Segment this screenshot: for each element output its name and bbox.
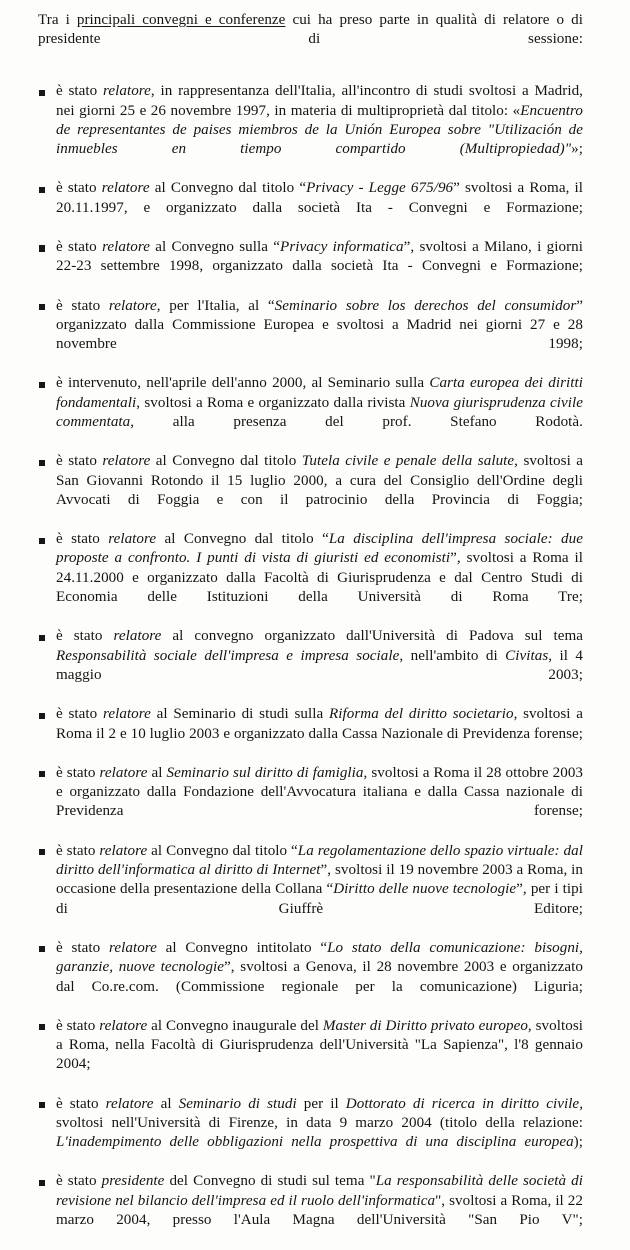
list-item	[38, 82, 583, 179]
body-text: è intervenuto, nell'aprile dell'anno 2000, al Seminario sulla	[56, 375, 430, 392]
body-text: è stato	[56, 842, 100, 859]
emphasis-title: Riforma del diritto societario	[329, 706, 514, 723]
emphasis-title: Tutela civile e penale della salute	[301, 453, 515, 470]
list-item-text	[56, 297, 583, 374]
list-item	[38, 764, 583, 841]
body-text: è stato	[56, 180, 102, 197]
emphasis-title: relatore	[99, 1017, 148, 1034]
emphasis-title: relatore	[103, 83, 151, 100]
body-text: al	[153, 1095, 179, 1112]
body-text: è stato	[56, 1017, 100, 1034]
emphasis-title: Diritto delle nuove tecnologie	[333, 881, 517, 898]
list-item	[38, 452, 583, 529]
body-text: è stato	[56, 453, 103, 470]
list-item	[38, 1172, 583, 1249]
emphasis-title: L'inadempimento delle obbligazioni nella prospettiva di una disciplina europea	[56, 1134, 574, 1151]
list-item-text	[56, 842, 583, 939]
body-text: al Convegno intitolato “	[156, 939, 328, 956]
emphasis-title: Dottorato di ricerca in diritto civile	[345, 1095, 580, 1112]
emphasis-title: relatore	[102, 238, 150, 255]
body-text: al Convegno dal titolo “	[147, 842, 298, 859]
body-text: , per l'Italia, al “	[156, 297, 275, 314]
list-item	[38, 238, 583, 296]
body-text: al Convegno dal titolo “	[149, 180, 307, 197]
emphasis-title: relatore	[99, 842, 148, 859]
emphasis-title: relatore	[99, 764, 148, 781]
body-text: »;	[571, 141, 583, 158]
body-text: al convegno organizzato dall'Università di Padova sul tema	[161, 628, 584, 645]
list-item	[38, 530, 583, 627]
emphasis-title: relatore	[101, 180, 150, 197]
intro-paragraph	[38, 11, 583, 69]
list-item-text	[56, 764, 583, 841]
body-text: del Convegno di studi sul tema "	[164, 1173, 376, 1190]
emphasis-title: relatore	[105, 1095, 154, 1112]
body-text: , in rappresentanza dell'Italia, all'incontro di studi svoltosi a Madrid, nei giorni 25 e 26 novembre 1997, in materia di multiproprietà dal titolo: «	[56, 83, 584, 119]
list-item	[38, 374, 583, 451]
emphasis-title: Seminario sobre los derechos del consumidor	[274, 297, 577, 314]
conference-list	[38, 82, 583, 1250]
body-text: è stato	[56, 238, 103, 255]
list-item-text	[56, 1172, 583, 1249]
body-text: , alla presenza del prof. Stefano Rodotà.	[130, 414, 583, 431]
emphasis-title: Seminario sul diritto di famiglia	[166, 764, 364, 781]
list-item-text	[56, 179, 583, 237]
body-text: al Convegno sulla “	[149, 238, 281, 255]
emphasis-title: Privacy informatica	[280, 238, 404, 255]
body-text: , il 4 maggio 2003;	[56, 647, 583, 684]
list-item	[38, 297, 583, 374]
body-text: , svoltosi a Roma, nella Facoltà di Giurisprudenza dell'Università "La Sapienza", l'8 gennaio 2004;	[56, 1017, 583, 1073]
intro-text-after: cui ha preso parte in qualità di relatore o di presidente di sessione:	[38, 12, 583, 48]
intro-text-before: Tra i	[38, 12, 77, 28]
list-item	[38, 842, 583, 939]
emphasis-title: relatore	[102, 706, 151, 723]
body-text: è stato	[56, 706, 103, 723]
emphasis-title: La regolamentazione dello spazio virtuale: dal diritto dell'informatica al diritto di Internet	[56, 842, 583, 878]
body-text: al	[147, 764, 167, 781]
body-text: è stato	[56, 297, 109, 314]
body-text: ", svoltosi a Roma, il 22 marzo 2004, presso l'Aula Magna dell'Università "San Pio V";	[56, 1192, 583, 1229]
body-text: è stato	[56, 628, 114, 645]
list-item-text	[56, 374, 583, 451]
list-item	[38, 1095, 583, 1172]
intro-underlined-phrase: principali convegni e conferenze	[76, 12, 286, 28]
body-text: ”, svoltosi a Milano, i giorni 22-23 settembre 1998, organizzato dalla società Ita - Convegni e Formazione;	[56, 238, 583, 275]
list-item-text	[56, 627, 583, 704]
body-text: al Convegno dal titolo “	[156, 531, 329, 548]
list-item-text	[56, 530, 583, 627]
list-item	[38, 1017, 583, 1094]
emphasis-title: Responsabilità sociale dell'impresa e impresa sociale	[56, 647, 400, 664]
emphasis-title: La disciplina dell'impresa sociale: due proposte a confronto. I punti di vista di giuristi ed economisti	[56, 531, 584, 567]
emphasis-title: relatore	[108, 531, 157, 548]
list-item-text	[56, 238, 583, 296]
list-item	[38, 627, 583, 704]
emphasis-title: Civitas	[505, 647, 549, 664]
list-item-text	[56, 939, 583, 1016]
list-item-text	[56, 1017, 583, 1094]
body-text: al Seminario di studi sulla	[150, 706, 329, 723]
list-item-text	[56, 705, 583, 763]
list-item-text	[56, 452, 583, 529]
body-text: al Convegno dal titolo	[150, 453, 302, 470]
body-text: , nell'ambito di	[399, 647, 506, 664]
emphasis-title: Encuentro de representantes de paises miembros de la Unión Europea sobre "Utilización de inmuebles en tiempo compartido (Multipropiedad)"	[56, 102, 583, 158]
body-text: è stato	[56, 531, 109, 548]
emphasis-title: Seminario di studi	[178, 1095, 297, 1112]
body-text: per il	[296, 1095, 346, 1112]
body-text: , svoltosi a Roma e organizzato dalla rivista	[136, 394, 410, 411]
body-text: );	[573, 1134, 583, 1151]
body-text: , svoltosi a San Giovanni Rotondo il 15 luglio 2000, a cura del Consiglio dell'Ordine degli Avvocati di Foggia e con il patrocinio della Provincia di Foggia;	[56, 453, 584, 508]
emphasis-title: Carta europea dei diritti fondamentali	[56, 375, 583, 411]
list-item	[38, 179, 583, 237]
body-text: ”, svoltosi a Genova, il 28 novembre 2003 e organizzato dal Co.re.com. (Commissione regionale per la comunicazione) Liguria;	[56, 959, 583, 995]
list-item-text	[56, 1095, 583, 1172]
emphasis-title: relatore	[108, 297, 157, 314]
emphasis-title: Lo stato della comunicazione: bisogni, garanzie, nuove tecnologie	[56, 939, 583, 976]
body-text: è stato	[56, 1173, 102, 1190]
emphasis-title: Master di Diritto privato europeo	[322, 1017, 528, 1034]
emphasis-title: relatore	[102, 453, 151, 470]
list-item	[38, 705, 583, 763]
body-text: , svoltosi a Roma il 2 e 10 luglio 2003 e organizzato dalla Cassa Nazionale di Previdenza forense;	[56, 706, 583, 742]
body-text: è stato	[56, 764, 100, 781]
emphasis-title: relatore	[113, 628, 162, 645]
body-text: ”, svoltosi il 19 novembre 2003 a Roma, in occasione della presentazione della Collana “	[56, 861, 583, 898]
body-text: è stato	[56, 1095, 106, 1112]
emphasis-title: Nuova giurisprudenza civile commentata	[56, 394, 583, 431]
body-text: è stato	[56, 939, 109, 956]
body-text: al Convegno inaugurale del	[147, 1017, 323, 1034]
list-item-text	[56, 82, 583, 179]
emphasis-title: presidente	[101, 1173, 165, 1190]
body-text: è stato	[56, 83, 103, 100]
body-text: , svoltosi a Roma il 28 ottobre 2003 e organizzato dalla Fondazione dell'Avvocatura italiana e dalla Cassa nazionale di Previdenza forense;	[56, 764, 584, 820]
body-text: ” svoltosi a Roma, il 20.11.1997, e organizzato dalla società Ita - Convegni e Formazione;	[56, 180, 583, 216]
emphasis-title: Privacy - Legge 675/96	[306, 180, 454, 197]
body-text: ”, svoltosi a Roma il 24.11.2000 e organizzato dalla Facoltà di Giurisprudenza e dal Centro Studi di Economia delle Istituzioni della Università di Roma Tre;	[56, 550, 583, 606]
emphasis-title: La responsabilità delle società di revisione nel bilancio dell'impresa ed il ruolo dell'informatica	[56, 1173, 583, 1209]
body-text: ” organizzato dalla Commissione Europea e svoltosi a Madrid nei giorni 27 e 28 novembre 1998;	[56, 297, 583, 353]
body-text: ”, per i tipi di Giuffrè Editore;	[56, 881, 583, 917]
body-text: , svoltosi nell'Università di Firenze, in data 9 marzo 2004 (titolo della relazione:	[56, 1095, 584, 1131]
emphasis-title: relatore	[109, 939, 157, 956]
list-item	[38, 939, 583, 1016]
